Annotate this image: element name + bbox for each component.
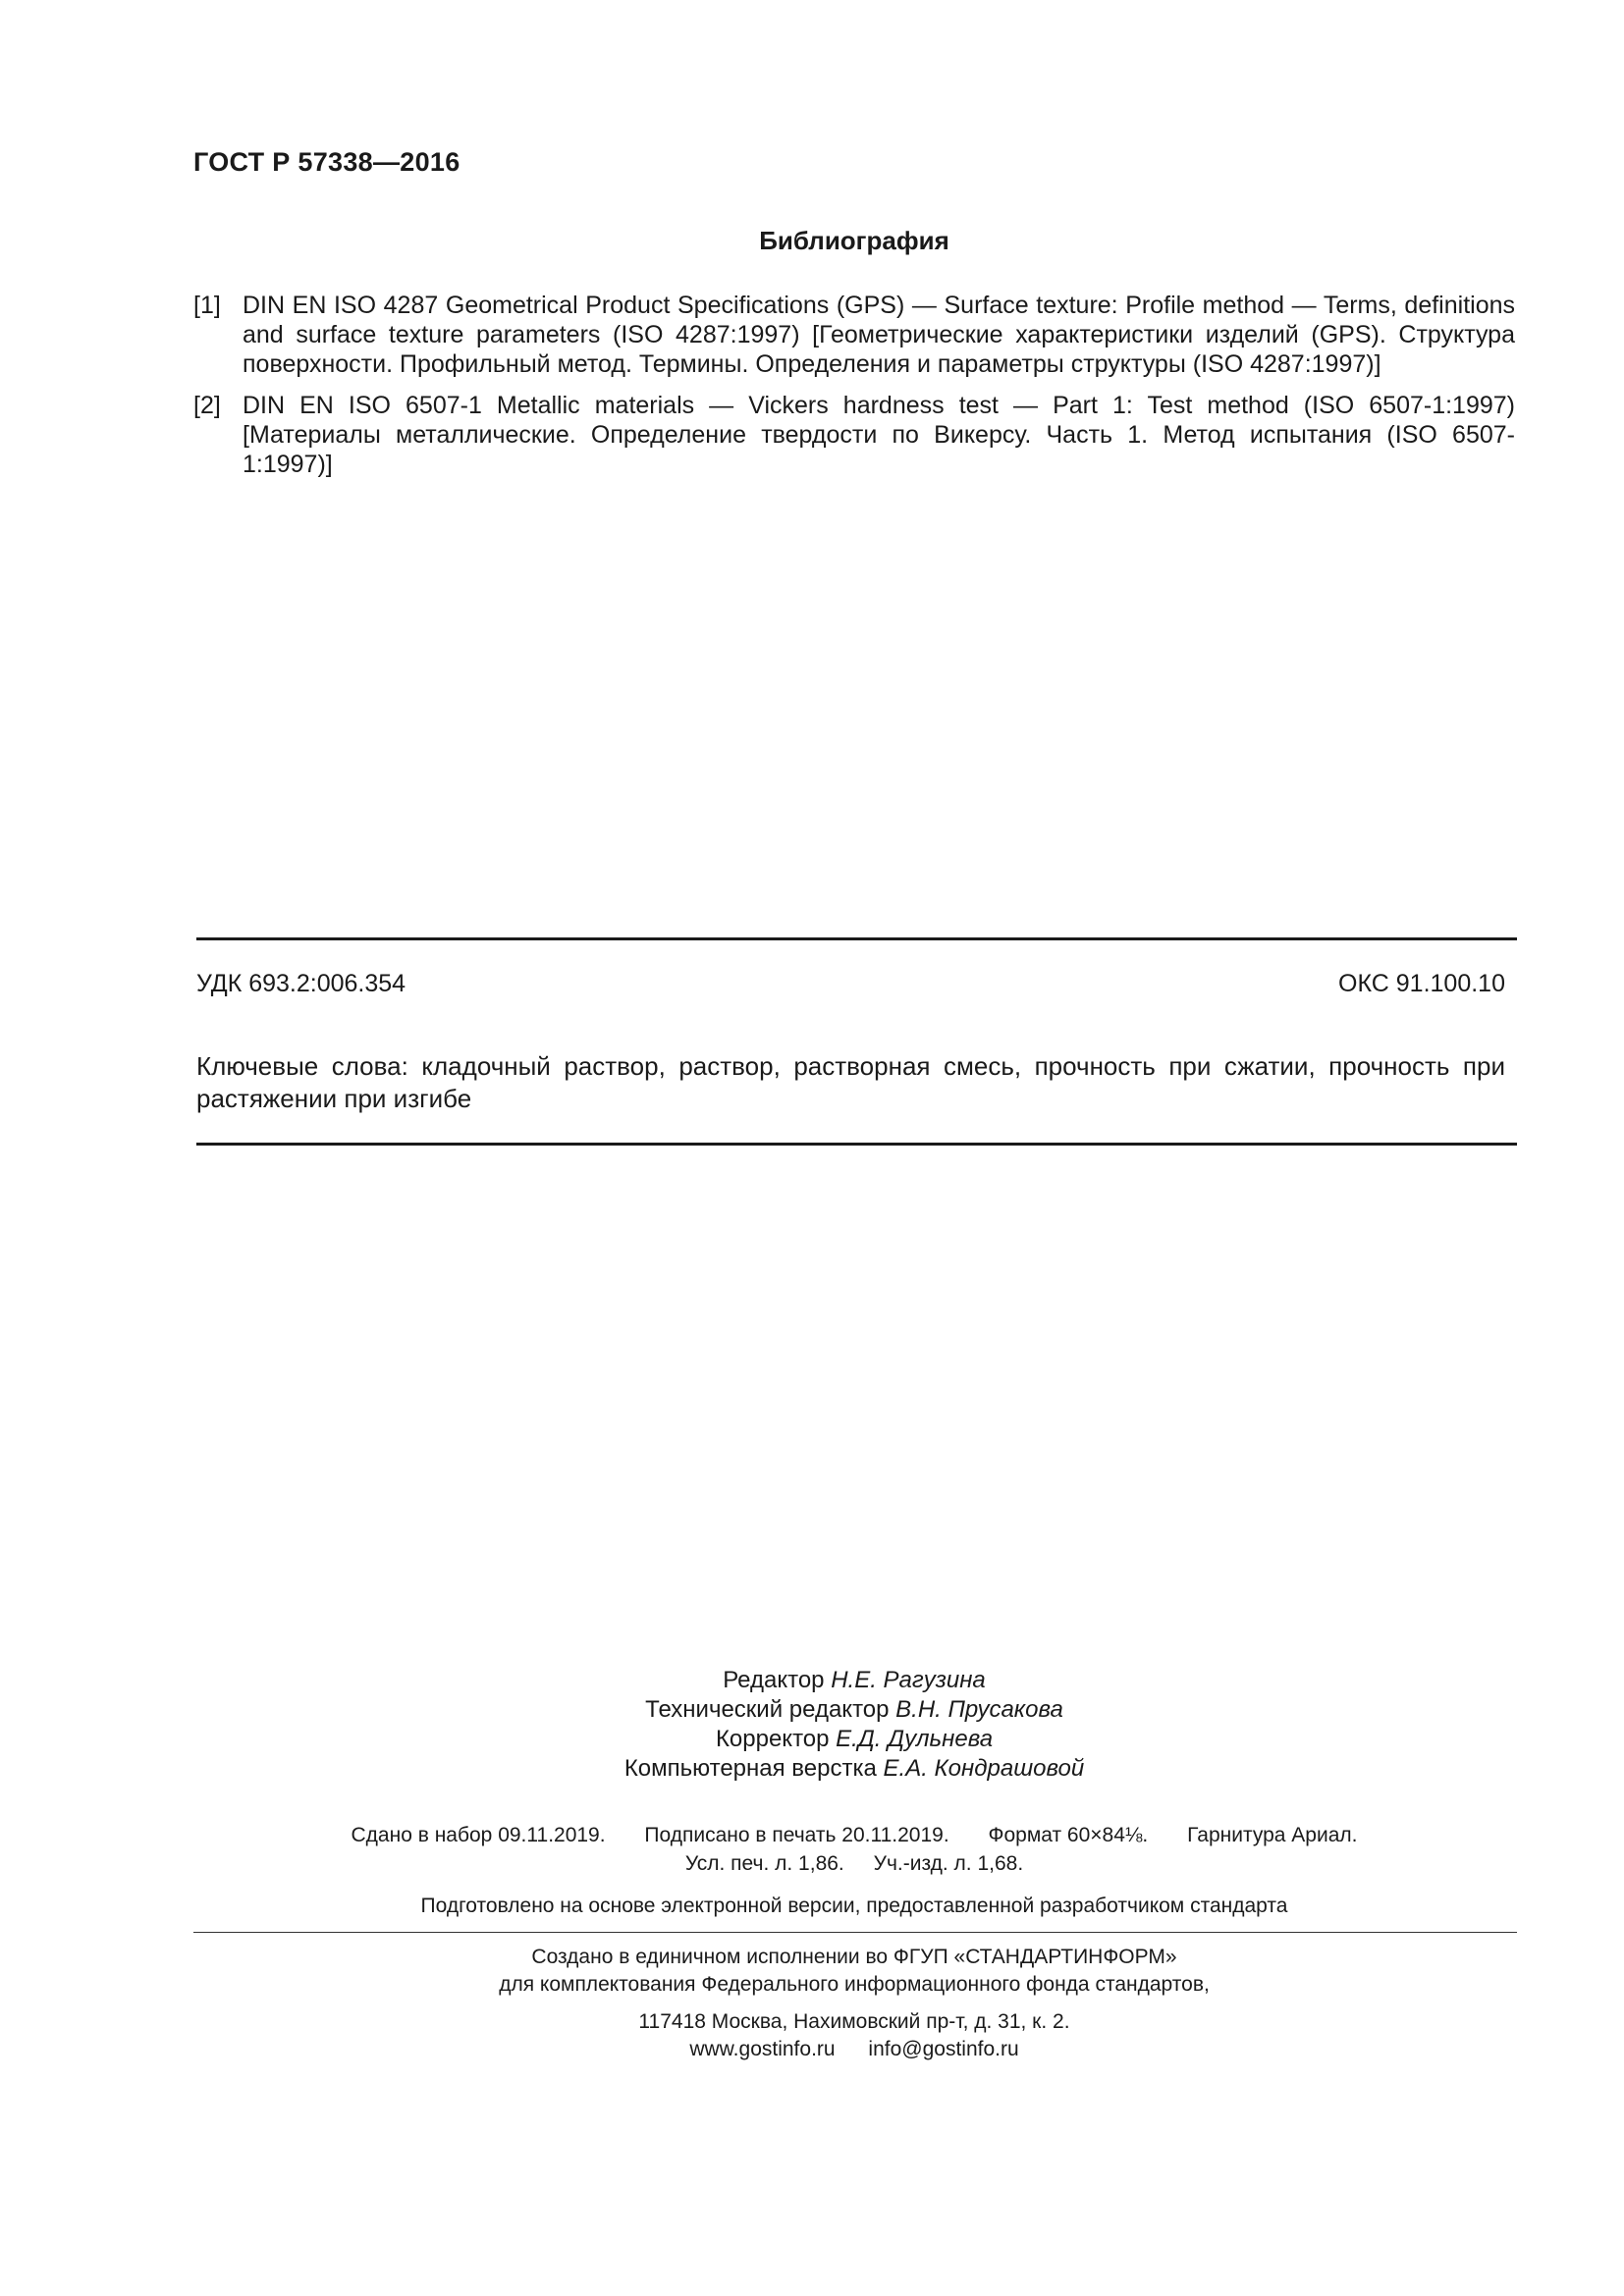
publisher-line: Создано в единичном исполнении во ФГУП «СТАНДАРТИНФОРМ» xyxy=(531,1946,1177,1968)
print-info-line xyxy=(0,1821,1624,1849)
credit-name: В.Н. Прусакова xyxy=(895,1696,1063,1723)
credit-role: Редактор xyxy=(723,1667,825,1693)
keywords: Ключевые слова: кладочный раствор, раствор, растворная смесь, прочность при сжатии, прочность при растяжении при изгибе xyxy=(196,1051,1505,1113)
bibliography-item xyxy=(193,391,1515,479)
credit-role: Корректор xyxy=(715,1726,830,1752)
website-link[interactable]: www.gostinfo.ru xyxy=(689,2038,836,2060)
print-info xyxy=(0,1821,1624,1878)
bibliography-item-number: [2] xyxy=(193,392,221,419)
bibliography-item-number: [1] xyxy=(193,292,221,319)
credit-role: Компьютерная верстка xyxy=(623,1755,877,1782)
credit-name: Е.А. Кондрашовой xyxy=(883,1755,1085,1782)
typeface: Гарнитура Ариал. xyxy=(1187,1824,1358,1846)
publisher-divider xyxy=(193,1932,1517,1933)
bibliography-list xyxy=(193,291,1515,491)
credit-line xyxy=(0,1666,1624,1695)
print-sheets: Усл. печ. л. 1,86. xyxy=(684,1852,844,1875)
bottom-divider xyxy=(196,1143,1517,1146)
credit-name: Н.Е. Рагузина xyxy=(831,1667,986,1693)
oks-code: ОКС 91.100.10 xyxy=(1338,970,1505,997)
credits-block xyxy=(0,1666,1624,1784)
publisher-line: для комплектования Федерального информационного фонда стандартов, xyxy=(499,1973,1210,1996)
bibliography-item-text: DIN EN ISO 6507-1 Metallic materials — Vickers hardness test — Part 1: Test method (ISO 6507-1:1997) [Материалы металлические. Определение твердости по Викерсу. Часть 1. Метод испытания (ISO 6507-1:1997)] xyxy=(243,392,1515,478)
print-format: Формат 60×84⅛. xyxy=(988,1824,1149,1846)
publisher-address: 117418 Москва, Нахимовский пр-т, д. 31, к. 2. xyxy=(638,2010,1070,2033)
credit-role: Технический редактор xyxy=(645,1696,890,1723)
print-info-line xyxy=(0,1849,1624,1878)
signed-date: Подписано в печать 20.11.2019. xyxy=(644,1824,949,1846)
publisher-block xyxy=(0,1944,1624,1999)
publisher-links xyxy=(0,2036,1624,2063)
bibliography-item xyxy=(193,291,1515,379)
credit-line xyxy=(0,1695,1624,1725)
publishing-sheets: Уч.-изд. л. 1,68. xyxy=(873,1852,1024,1875)
submitted-date: Сдано в набор 09.11.2019. xyxy=(351,1824,606,1846)
email-link[interactable]: info@gostinfo.ru xyxy=(868,2038,1019,2060)
prepared-note: Подготовлено на основе электронной версии, предоставленной разработчиком стандарта xyxy=(420,1895,1288,1917)
document-id-header: ГОСТ Р 57338—2016 xyxy=(193,147,460,177)
credit-name: Е.Д. Дульнева xyxy=(836,1726,994,1752)
bibliography-title: Библиография xyxy=(759,226,949,255)
classification-row xyxy=(196,970,1505,998)
publisher-address-block xyxy=(0,2008,1624,2063)
credit-line xyxy=(0,1725,1624,1754)
credit-line xyxy=(0,1754,1624,1784)
top-divider xyxy=(196,937,1517,940)
bibliography-item-text: DIN EN ISO 4287 Geometrical Product Specifications (GPS) — Surface texture: Profile method — Terms, definitions and surface texture parameters (ISO 4287:1997) [Геометрические характеристики изделий (GPS). Структура поверхности. Профильный метод. Термины. Определения и параметры структуры (ISO 4287:1997)] xyxy=(243,292,1515,378)
udc-code: УДК 693.2:006.354 xyxy=(196,970,406,997)
